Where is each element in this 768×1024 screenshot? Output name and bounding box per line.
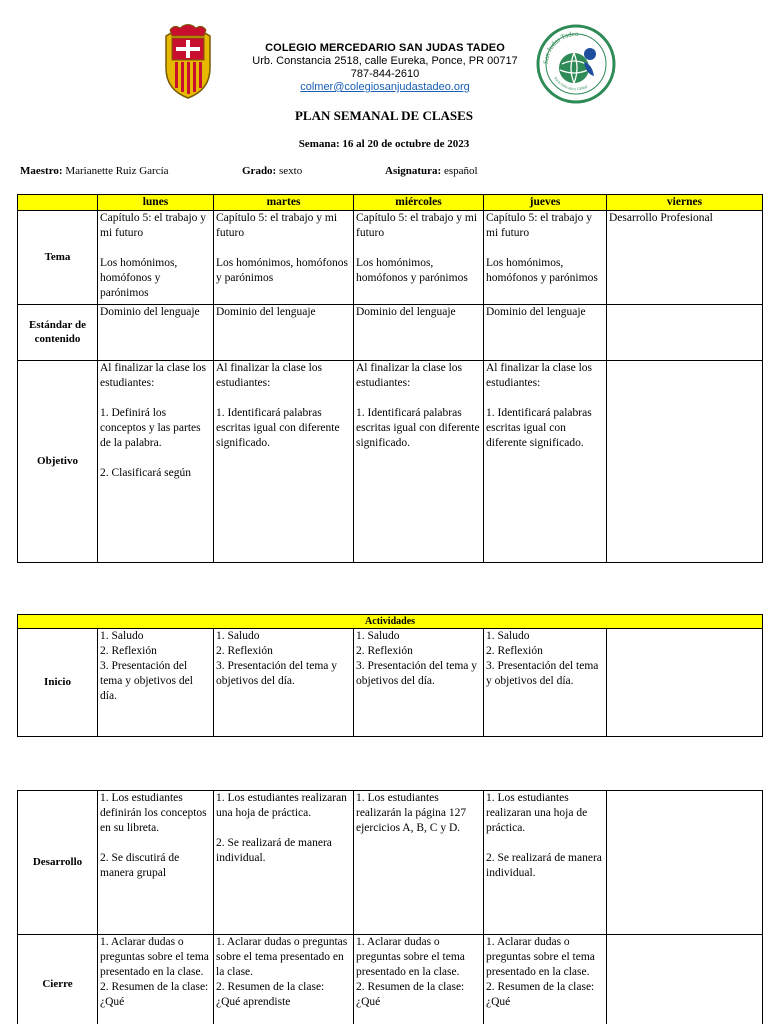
seal-title-text: San Judas Tadeo <box>541 29 579 65</box>
row-label: Inicio <box>18 629 98 737</box>
table-row-desarrollo <box>18 791 763 935</box>
row-label: Objetivo <box>18 360 98 562</box>
table-row-cierre <box>18 935 763 1024</box>
seal-subtitle-text: Pacto Educativo Global <box>553 75 589 92</box>
plan-cell: Capítulo 5: el trabajo y mi futuro Los homónimos, homófonos y parónimos <box>354 210 484 304</box>
activity-cell: 1. Los estudiantes realizaran una hoja de práctica. 2. Se realizará de manera individual. <box>214 791 354 935</box>
days-header-row <box>18 195 763 211</box>
plan-cell <box>607 360 763 562</box>
activity-cell: 1. Aclarar dudas o preguntas sobre el tema presentado en la clase. 2. Resumen de la clase: ¿Qué <box>98 935 214 1024</box>
table-row-estandar <box>18 304 763 360</box>
subject-label: Asignatura: <box>385 165 442 177</box>
grade-value: sexto <box>278 165 303 177</box>
subject-value: español <box>443 165 478 177</box>
activity-cell: 1. Los estudiantes realizaran una hoja de práctica. 2. Se realizará de manera individual. <box>484 791 607 935</box>
grade-field <box>242 165 302 177</box>
activity-cell: 1. Los estudiantes definirán los conceptos en su libreta. 2. Se discutirá de manera grupal <box>98 791 214 935</box>
activity-cell: 1. Los estudiantes realizarán la página 127 ejercicios A, B, C y D. <box>354 791 484 935</box>
teacher-field <box>20 165 169 177</box>
teacher-value: Marianette Ruiz García <box>65 165 169 177</box>
activities-header: Actividades <box>18 615 763 629</box>
plan-cell: Dominio del lenguaje <box>98 304 214 360</box>
school-phone: 787-844-2610 <box>350 68 420 80</box>
day-header: jueves <box>484 195 607 211</box>
activity-cell: 1. Saludo 2. Reflexión 3. Presentación del tema y objetivos del día. <box>98 629 214 737</box>
activity-cell: 1. Saludo 2. Reflexión 3. Presentación del tema y objetivos del día. <box>484 629 607 737</box>
week-range: Semana: 16 al 20 de octubre de 2023 <box>298 138 470 150</box>
plan-cell: Dominio del lenguaje <box>484 304 607 360</box>
plan-cell: Capítulo 5: el trabajo y mi futuro Los homónimos, homófonos y parónimos <box>214 210 354 304</box>
plan-cell: Al finalizar la clase los estudiantes: 1. Identificará palabras escritas igual con diferente significado. <box>484 360 607 562</box>
document-header <box>0 0 768 110</box>
activity-cell <box>607 629 763 737</box>
plan-cell: Al finalizar la clase los estudiantes: 1. Identificará palabras escritas igual con diferente significado. <box>354 360 484 562</box>
activity-cell: 1. Saludo 2. Reflexión 3. Presentación del tema y objetivos del día. <box>214 629 354 737</box>
subject-field <box>385 165 478 177</box>
plan-cell: Capítulo 5: el trabajo y mi futuro Los homónimos, homófonos y parónimos <box>484 210 607 304</box>
row-label: Desarrollo <box>18 791 98 935</box>
row-label: Estándar de contenido <box>18 304 98 360</box>
plan-cell: Al finalizar la clase los estudiantes: 1. Identificará palabras escritas igual con diferente significado. <box>214 360 354 562</box>
table-row-inicio <box>18 629 763 737</box>
activity-cell: 1. Aclarar dudas o preguntas sobre el tema presentado en la clase. 2. Resumen de la clase: ¿Qué <box>484 935 607 1024</box>
activity-cell: 1. Aclarar dudas o preguntas sobre el tema presentado en la clase. 2. Resumen de la clase: ¿Qué aprendiste <box>214 935 354 1024</box>
development-table <box>17 790 763 1024</box>
activity-cell <box>607 791 763 935</box>
page-title: PLAN SEMANAL DE CLASES <box>294 108 474 123</box>
school-address: Urb. Constancia 2518, calle Eureka, Ponce, PR 00717 <box>252 55 518 67</box>
grade-label: Grado: <box>242 165 277 177</box>
school-name: COLEGIO MERCEDARIO SAN JUDAS TADEO <box>265 42 505 54</box>
day-header: martes <box>214 195 354 211</box>
plan-cell: Al finalizar la clase los estudiantes: 1. Definirá los conceptos y las partes de la palabra. 2. Clasificará según <box>98 360 214 562</box>
school-email-link[interactable]: colmer@colegiosanjudastadeo.org <box>300 81 470 93</box>
activity-cell: 1. Aclarar dudas o preguntas sobre el tema presentado en la clase. 2. Resumen de la clase: ¿Qué <box>354 935 484 1024</box>
activity-cell: 1. Saludo 2. Reflexión 3. Presentación del tema y objetivos del día. <box>354 629 484 737</box>
corner-cell <box>18 195 98 211</box>
day-header: miércoles <box>354 195 484 211</box>
activity-cell <box>607 935 763 1024</box>
row-label: Tema <box>18 210 98 304</box>
row-label: Cierre <box>18 935 98 1024</box>
plan-cell: Dominio del lenguaje <box>354 304 484 360</box>
day-header: lunes <box>98 195 214 211</box>
plan-cell: Dominio del lenguaje <box>214 304 354 360</box>
plan-cell: Capítulo 5: el trabajo y mi futuro Los homónimos, homófonos y parónimos <box>98 210 214 304</box>
activities-table <box>17 614 763 737</box>
table-row-objetivo <box>18 360 763 562</box>
day-header: viernes <box>607 195 763 211</box>
activities-header-row <box>18 615 763 629</box>
san-judas-tadeo-globe-seal <box>536 24 616 104</box>
plan-cell <box>607 304 763 360</box>
weekly-plan-table <box>17 194 763 563</box>
plan-cell: Desarrollo Profesional <box>607 210 763 304</box>
table-row-tema <box>18 210 763 304</box>
teacher-label: Maestro: <box>20 165 63 177</box>
